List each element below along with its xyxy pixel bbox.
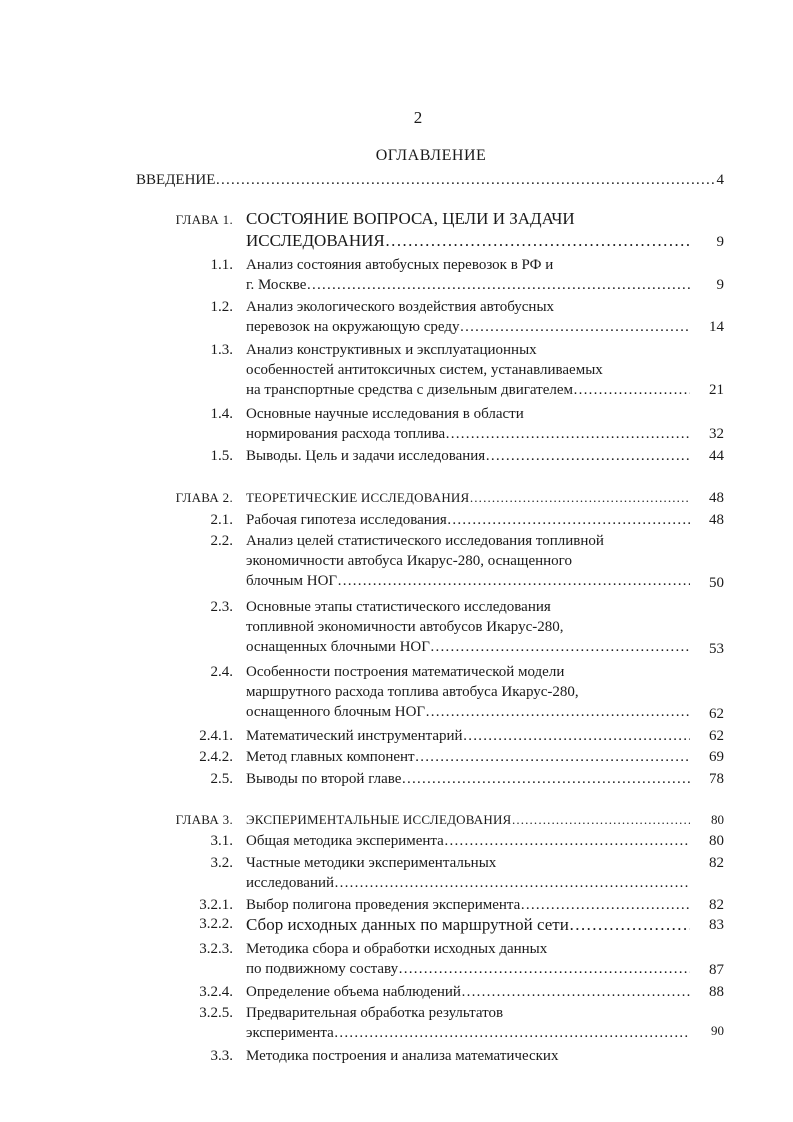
toc-entry-number: 1.2. [210,299,233,315]
toc-entry-number: 2.4.2. [199,749,233,765]
toc-entry-page: 83 [709,917,724,933]
toc-entry-number: ГЛАВА 2. [175,490,233,505]
dot-leader [415,747,690,767]
toc-entry-text: Методика сбора и обработки исходных данных по подвижному составу ………………………………………………………………………………………………………………………………………………………… [246,939,690,979]
dot-leader [430,637,690,657]
dot-leader [398,959,690,979]
dot-leader [215,170,714,190]
toc-entry-text: Методика построения и анализа математических [246,1048,559,1064]
toc-entry-text: Предварительная обработка результатов эксперимента ………………………………………………………………………………………………………………………………………………………… [246,1003,690,1043]
dot-leader [385,230,690,252]
toc-entry-page: 9 [716,277,724,293]
toc-entry-page: 88 [709,984,724,1000]
toc-entry-page: 78 [709,771,724,787]
toc-entry-number: 1.4. [210,406,233,422]
toc-entry-page: 50 [709,575,724,591]
dot-leader [469,488,690,508]
toc-entry-number: ГЛАВА 1. [175,212,233,227]
toc-entry-text: Определение объема наблюдений ………………………………………………………………………………………………………………………………………………………… [246,982,690,1002]
toc-entry-page: 44 [709,448,724,464]
dot-leader [444,831,690,851]
dot-leader [460,317,690,337]
toc-entry-number: 3.2. [210,855,233,871]
toc-intro-label: ВВЕДЕНИЕ [136,172,216,188]
toc-entry-text: ТЕОРЕТИЧЕСКИЕ ИССЛЕДОВАНИЯ ………………………………………………………………………………………………………………………………………………………… [246,488,690,508]
toc-entry-text: Метод главных компонент ………………………………………………………………………………………………………………………………………………………… [246,747,690,767]
toc-entry-number: 1.5. [210,448,233,464]
toc-entry-page: 69 [709,749,724,765]
toc-entry-page: 32 [709,426,724,442]
toc-entry-page: 82 [709,855,724,871]
toc-entry-text: Частные методики экспериментальных исследований ………………………………………………………………………………………………………………………………………………………… [246,853,690,893]
toc-entry-text: Математический инструментарий ………………………………………………………………………………………………………………………………………………………… [246,726,690,746]
toc-entry-text: ЭКСПЕРИМЕНТАЛЬНЫЕ ИССЛЕДОВАНИЯ ………………………………………………………………………………………………………………………………………………………… [246,810,690,830]
toc-entry-page: 53 [709,641,724,657]
toc-entry-number: 2.1. [210,512,233,528]
toc-entry-page: 21 [709,382,724,398]
toc-entry-number: 3.2.4. [199,984,233,1000]
dot-leader [463,726,690,746]
toc-entry-page: 80 [709,833,724,849]
toc-entry-text: Анализ экологического воздействия автобусных перевозок на окружающую среду ………………………………………………………………………………………………………………………………………………………… [246,297,690,337]
toc-entry-text: Основные этапы статистического исследования топливной экономичности автобусов Икарус-280, оснащенных блочными НОГ ………………………………………………………………………………………………………………………………………………………… [246,597,690,657]
toc-entry-page: 90 [711,1023,724,1038]
dot-leader [569,914,690,936]
toc-intro [136,170,724,190]
toc-intro-page: 4 [716,172,724,188]
dot-leader [447,510,690,530]
toc-entry-text: Рабочая гипотеза исследования ………………………………………………………………………………………………………………………………………………………… [246,510,690,530]
toc-entry-text: Анализ состояния автобусных перевозок в РФ и г. Москве ………………………………………………………………………………………………………………………………………………………… [246,255,690,295]
toc-entry-page: 62 [709,728,724,744]
toc-entry-text: Общая методика эксперимента ………………………………………………………………………………………………………………………………………………………… [246,831,690,851]
toc-entry-number: 3.2.5. [199,1005,233,1021]
toc-entry-text: Анализ конструктивных и эксплуатационных особенностей антитоксичных систем, устанавливаемых на транспортные средства с дизельным двигателем ………………………………………………………………………………………………………………………………………………………… [246,340,690,400]
toc-title: ОГЛАВЛЕНИЕ [375,147,487,164]
toc-entry-number: 3.2.2. [199,916,233,932]
toc-entry-page: 87 [709,962,724,978]
dot-leader [334,873,690,893]
toc-entry-number: 2.4. [210,664,233,680]
dot-leader [511,810,690,830]
dot-leader [445,424,690,444]
dot-leader [520,895,690,915]
toc-entry-page: 14 [709,319,724,335]
toc-entry-text: Особенности построения математической модели маршрутного расхода топлива автобуса Икарус-280, оснащенного блочным НОГ ………………………………………………………………………………………………………………………………………………………… [246,662,690,722]
toc-entry-number: 3.3. [210,1048,233,1064]
dot-leader [485,446,690,466]
toc-entry-number: 2.3. [210,599,233,615]
dot-leader [337,571,690,591]
toc-entry-number: 1.1. [210,257,233,273]
toc-entry-text: Основные научные исследования в области нормирования расхода топлива ………………………………………………………………………………………………………………………………………………………… [246,404,690,444]
toc-entry-number: 2.5. [210,771,233,787]
toc-entry-text: Выводы. Цель и задачи исследования ………………………………………………………………………………………………………………………………………………………… [246,446,690,466]
toc-entry-number: 1.3. [210,342,233,358]
toc-entry-text: Анализ целей статистического исследования топливной экономичности автобуса Икарус-280, оснащенного блочным НОГ ………………………………………………………………………………………………………………………………………………………… [246,531,690,591]
toc-entry-text: Выводы по второй главе ………………………………………………………………………………………………………………………………………………………… [246,769,690,789]
toc-entry-number: 3.2.3. [199,941,233,957]
toc-entry-page: 82 [709,897,724,913]
toc-entry-page: 80 [711,812,724,827]
dot-leader [401,769,690,789]
toc-entry-number: 2.4.1. [199,728,233,744]
toc-entry-text: Выбор полигона проведения эксперимента ………………………………………………………………………………………………………………………………………………………… [246,895,690,915]
toc-entry-page: 48 [709,512,724,528]
toc-entry-number: 2.2. [210,533,233,549]
toc-entry-number: 3.1. [210,833,233,849]
dot-leader [461,982,690,1002]
toc-entry-number: ГЛАВА 3. [175,812,233,827]
dot-leader [573,380,690,400]
dot-leader [334,1023,690,1043]
toc-entry-page: 48 [709,490,724,506]
toc-entry-text: Сбор исходных данных по маршрутной сети ………………………………………………………………………………………………………………………………………………………… [246,914,690,936]
toc-entry-page: 62 [709,706,724,722]
toc-entry-text: СОСТОЯНИЕ ВОПРОСА, ЦЕЛИ И ЗАДАЧИ ИССЛЕДОВАНИЯ ………………………………………………………………………………………………………………………………………………………… [246,208,690,252]
toc-entry-number: 3.2.1. [199,897,233,913]
page-number: 2 [413,108,423,127]
toc-entry-page: 9 [716,234,724,250]
dot-leader [306,275,690,295]
dot-leader [425,702,690,722]
